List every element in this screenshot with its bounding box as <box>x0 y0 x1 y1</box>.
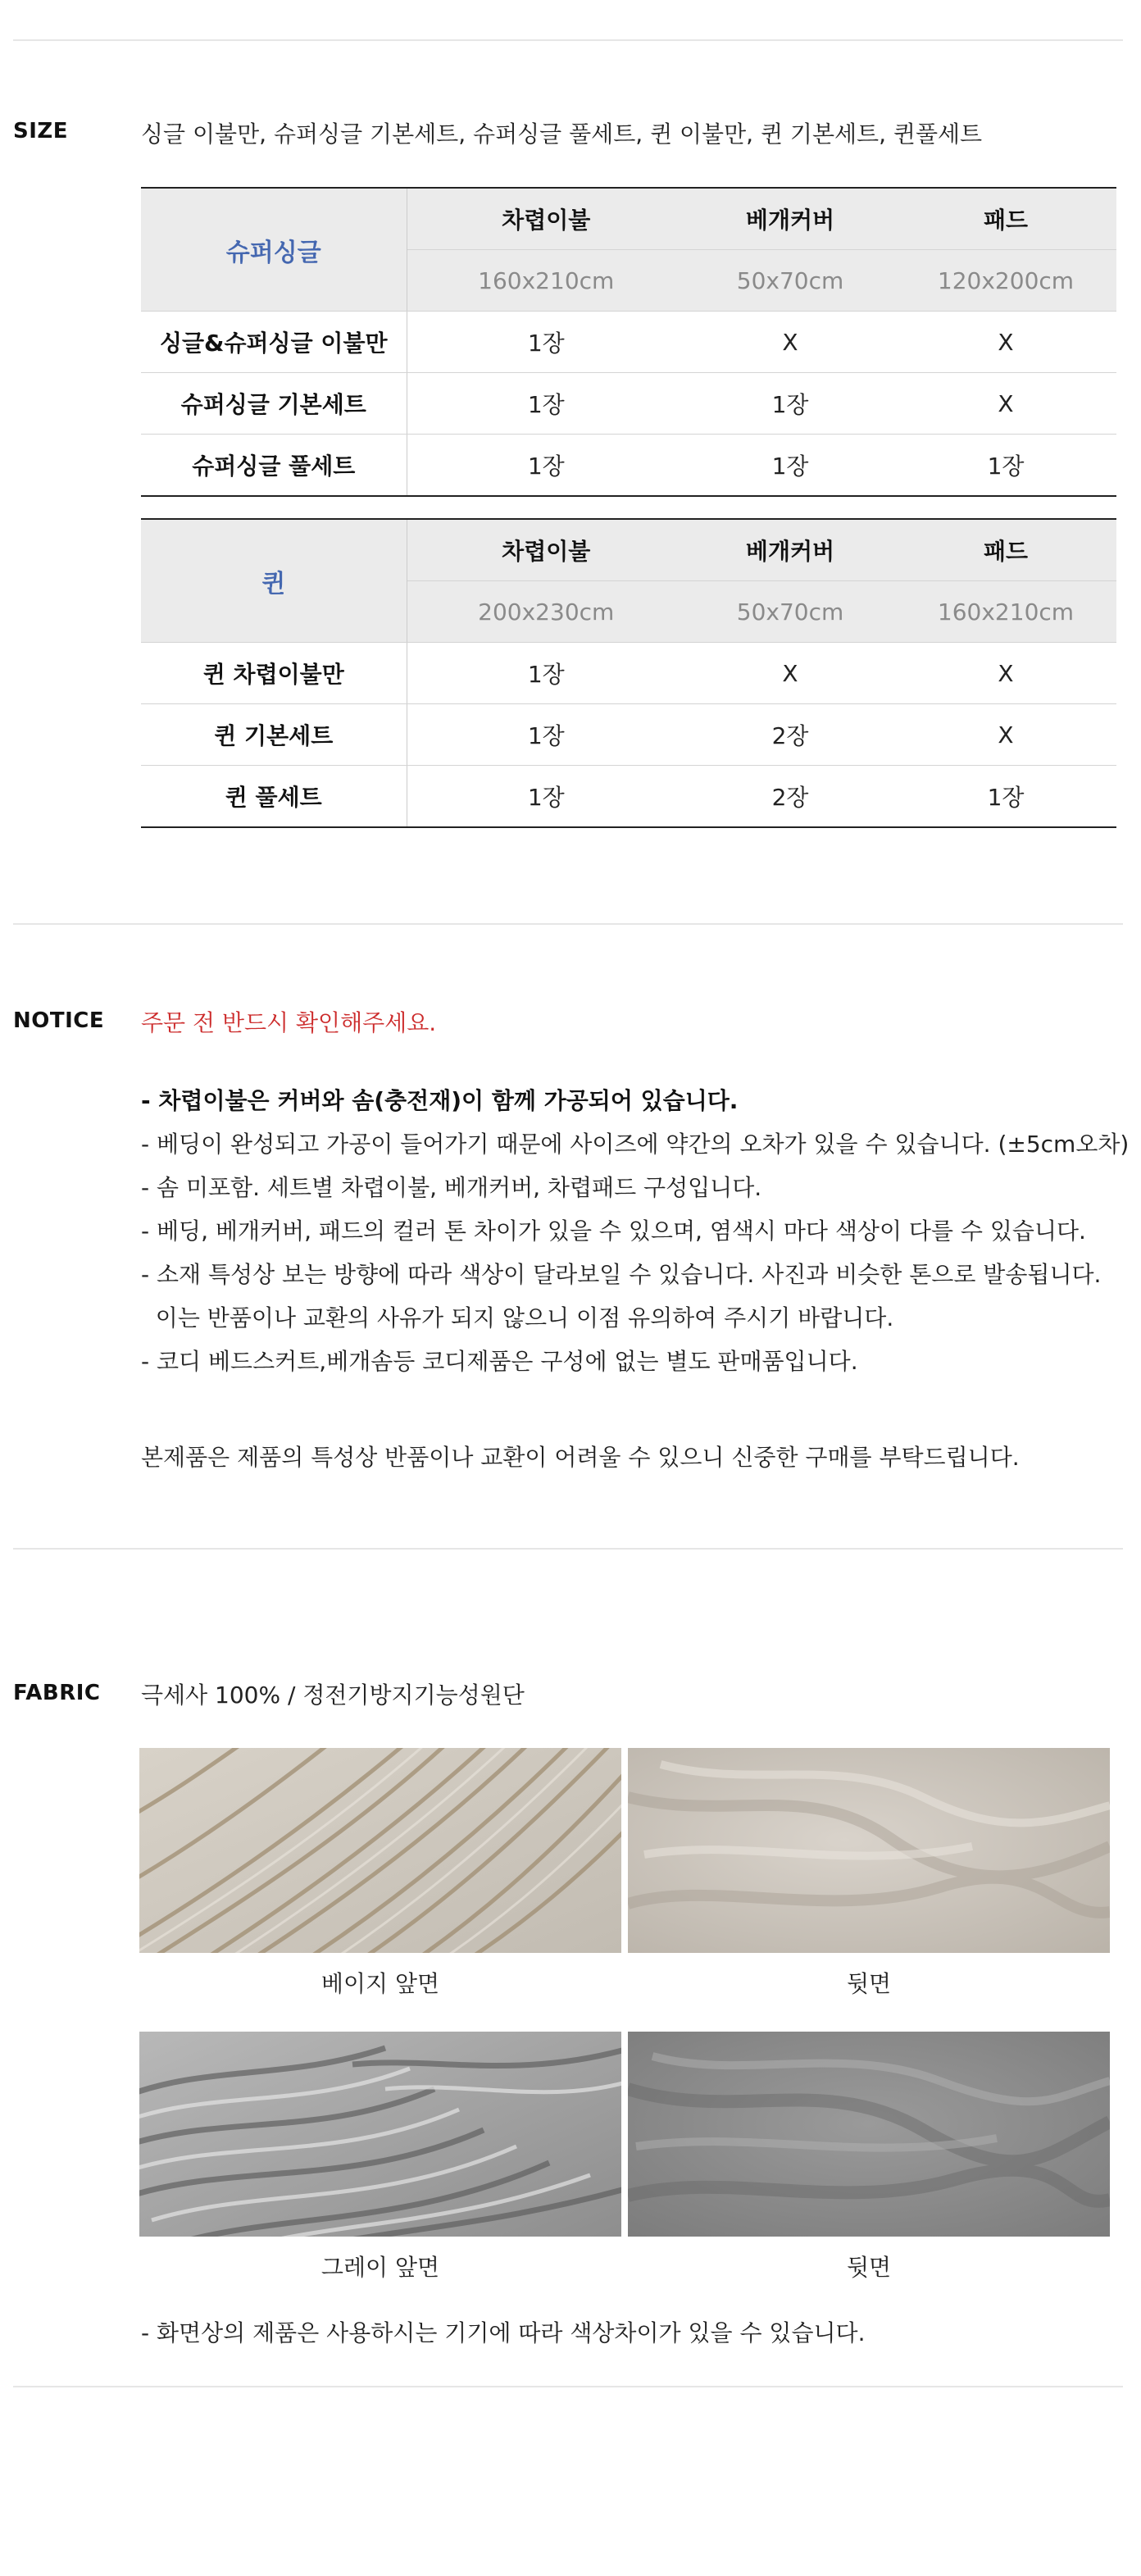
cell-value: 1장 <box>527 453 565 480</box>
column-header-pillowcase: 베개커버 <box>685 188 895 250</box>
beige-back-caption: 뒷면 <box>846 1970 892 1997</box>
column-header-pillowcase: 베개커버 <box>685 519 895 581</box>
cell-value: 1장 <box>407 312 685 373</box>
table-row <box>141 373 1116 435</box>
cell-value: X <box>895 643 1116 704</box>
row-label: 퀸 기본세트 <box>141 704 407 766</box>
gray-front-caption: 그레이 앞면 <box>320 2254 440 2281</box>
cell-value: X <box>895 704 1116 766</box>
super-single-title: 슈퍼싱글 <box>141 188 407 312</box>
notice-section-label: NOTICE <box>13 1008 105 1033</box>
cell-value: 1장 <box>685 373 895 435</box>
notice-item: - 차렵이불은 커버와 솜(충전재)이 함께 가공되어 있습니다. <box>141 1087 739 1114</box>
cell-value: 1장 <box>771 453 809 480</box>
cell-value: X <box>685 312 895 373</box>
row-label: 퀸 풀세트 <box>141 766 407 828</box>
column-header-comforter: 차렵이불 <box>407 188 685 250</box>
row-label: 싱글&슈퍼싱글 이불만 <box>141 312 407 373</box>
divider-after-notice <box>13 1548 1123 1550</box>
gray-back-caption: 뒷면 <box>846 2254 892 2281</box>
notice-list <box>141 1079 1129 1383</box>
queen-title: 퀸 <box>141 519 407 643</box>
beige-front-caption: 베이지 앞면 <box>320 1970 440 1997</box>
size-section-label: SIZE <box>13 119 69 143</box>
size-comforter: 200x230cm <box>407 581 685 643</box>
row-label: 슈퍼싱글 풀세트 <box>141 435 407 497</box>
notice-item: - 소재 특성상 보는 방향에 따라 색상이 달라보일 수 있습니다. 사진과 비슷한 톤으로 발송됩니다. <box>141 1261 1102 1288</box>
table-row <box>141 435 1116 497</box>
notice-item: - 코디 베드스커트,베개솜등 코디제품은 구성에 없는 별도 판매품입니다. <box>141 1348 858 1375</box>
notice-final-text: 본제품은 제품의 특성상 반품이나 교환이 어려울 수 있으니 신중한 구매를 부탁드립니다. <box>141 1444 1020 1471</box>
cell-value: X <box>895 312 1116 373</box>
notice-item: - 솜 미포함. 세트별 차렵이불, 베개커버, 차렵패드 구성입니다. <box>141 1174 762 1201</box>
notice-headline: 주문 전 반드시 확인해주세요. <box>141 1009 437 1036</box>
fabric-section-label: FABRIC <box>13 1681 101 1705</box>
cell-value: 2장 <box>771 784 809 811</box>
column-header-pad: 패드 <box>895 519 1116 581</box>
notice-item: - 베딩이 완성되고 가공이 들어가기 때문에 사이즈에 약간의 오차가 있을 수 있습니다. (±5cm오차) <box>141 1131 1130 1158</box>
cell-value: 1장 <box>987 784 1025 811</box>
column-header-pad: 패드 <box>895 188 1116 250</box>
cell-value: 2장 <box>685 704 895 766</box>
size-pillowcase: 50x70cm <box>685 250 895 312</box>
table-row <box>141 704 1116 766</box>
divider-after-size <box>13 923 1123 925</box>
cell-value: X <box>895 373 1116 435</box>
gray-front-photo <box>139 2032 621 2237</box>
cell-value: 1장 <box>987 453 1025 480</box>
gray-back-photo <box>628 2032 1110 2237</box>
table-row <box>141 312 1116 373</box>
fabric-material-text: 극세사 100% / 정전기방지기능성원단 <box>141 1682 525 1709</box>
cell-value: 1장 <box>527 784 565 811</box>
size-pad: 160x210cm <box>895 581 1116 643</box>
cell-value: 1장 <box>407 704 685 766</box>
column-header-comforter: 차렵이불 <box>407 519 685 581</box>
size-pillowcase: 50x70cm <box>685 581 895 643</box>
beige-back-photo <box>628 1748 1110 1953</box>
table-row <box>141 766 1116 828</box>
size-pad: 120x200cm <box>895 250 1116 312</box>
queen-size-table <box>141 518 1116 828</box>
cell-value: 1장 <box>407 373 685 435</box>
bottom-divider <box>13 2386 1123 2387</box>
notice-item: 이는 반품이나 교환의 사유가 되지 않으니 이점 유의하여 주시기 바랍니다. <box>141 1304 894 1331</box>
top-divider <box>13 39 1123 41</box>
cell-value: X <box>685 643 895 704</box>
notice-item: - 베딩, 베개커버, 패드의 컬러 톤 차이가 있을 수 있으며, 염색시 마다 색상이 다를 수 있습니다. <box>141 1217 1086 1245</box>
beige-front-photo <box>139 1748 621 1953</box>
size-options-text: 싱글 이불만, 슈퍼싱글 기본세트, 슈퍼싱글 풀세트, 퀸 이불만, 퀸 기본세트, 퀸풀세트 <box>141 121 983 148</box>
row-label: 퀸 차렵이불만 <box>141 643 407 704</box>
table-row <box>141 643 1116 704</box>
size-comforter: 160x210cm <box>407 250 685 312</box>
super-single-size-table <box>141 187 1116 497</box>
row-label: 슈퍼싱글 기본세트 <box>141 373 407 435</box>
cell-value: 1장 <box>407 643 685 704</box>
fabric-disclaimer: - 화면상의 제품은 사용하시는 기기에 따라 색상차이가 있을 수 있습니다. <box>141 2319 866 2346</box>
